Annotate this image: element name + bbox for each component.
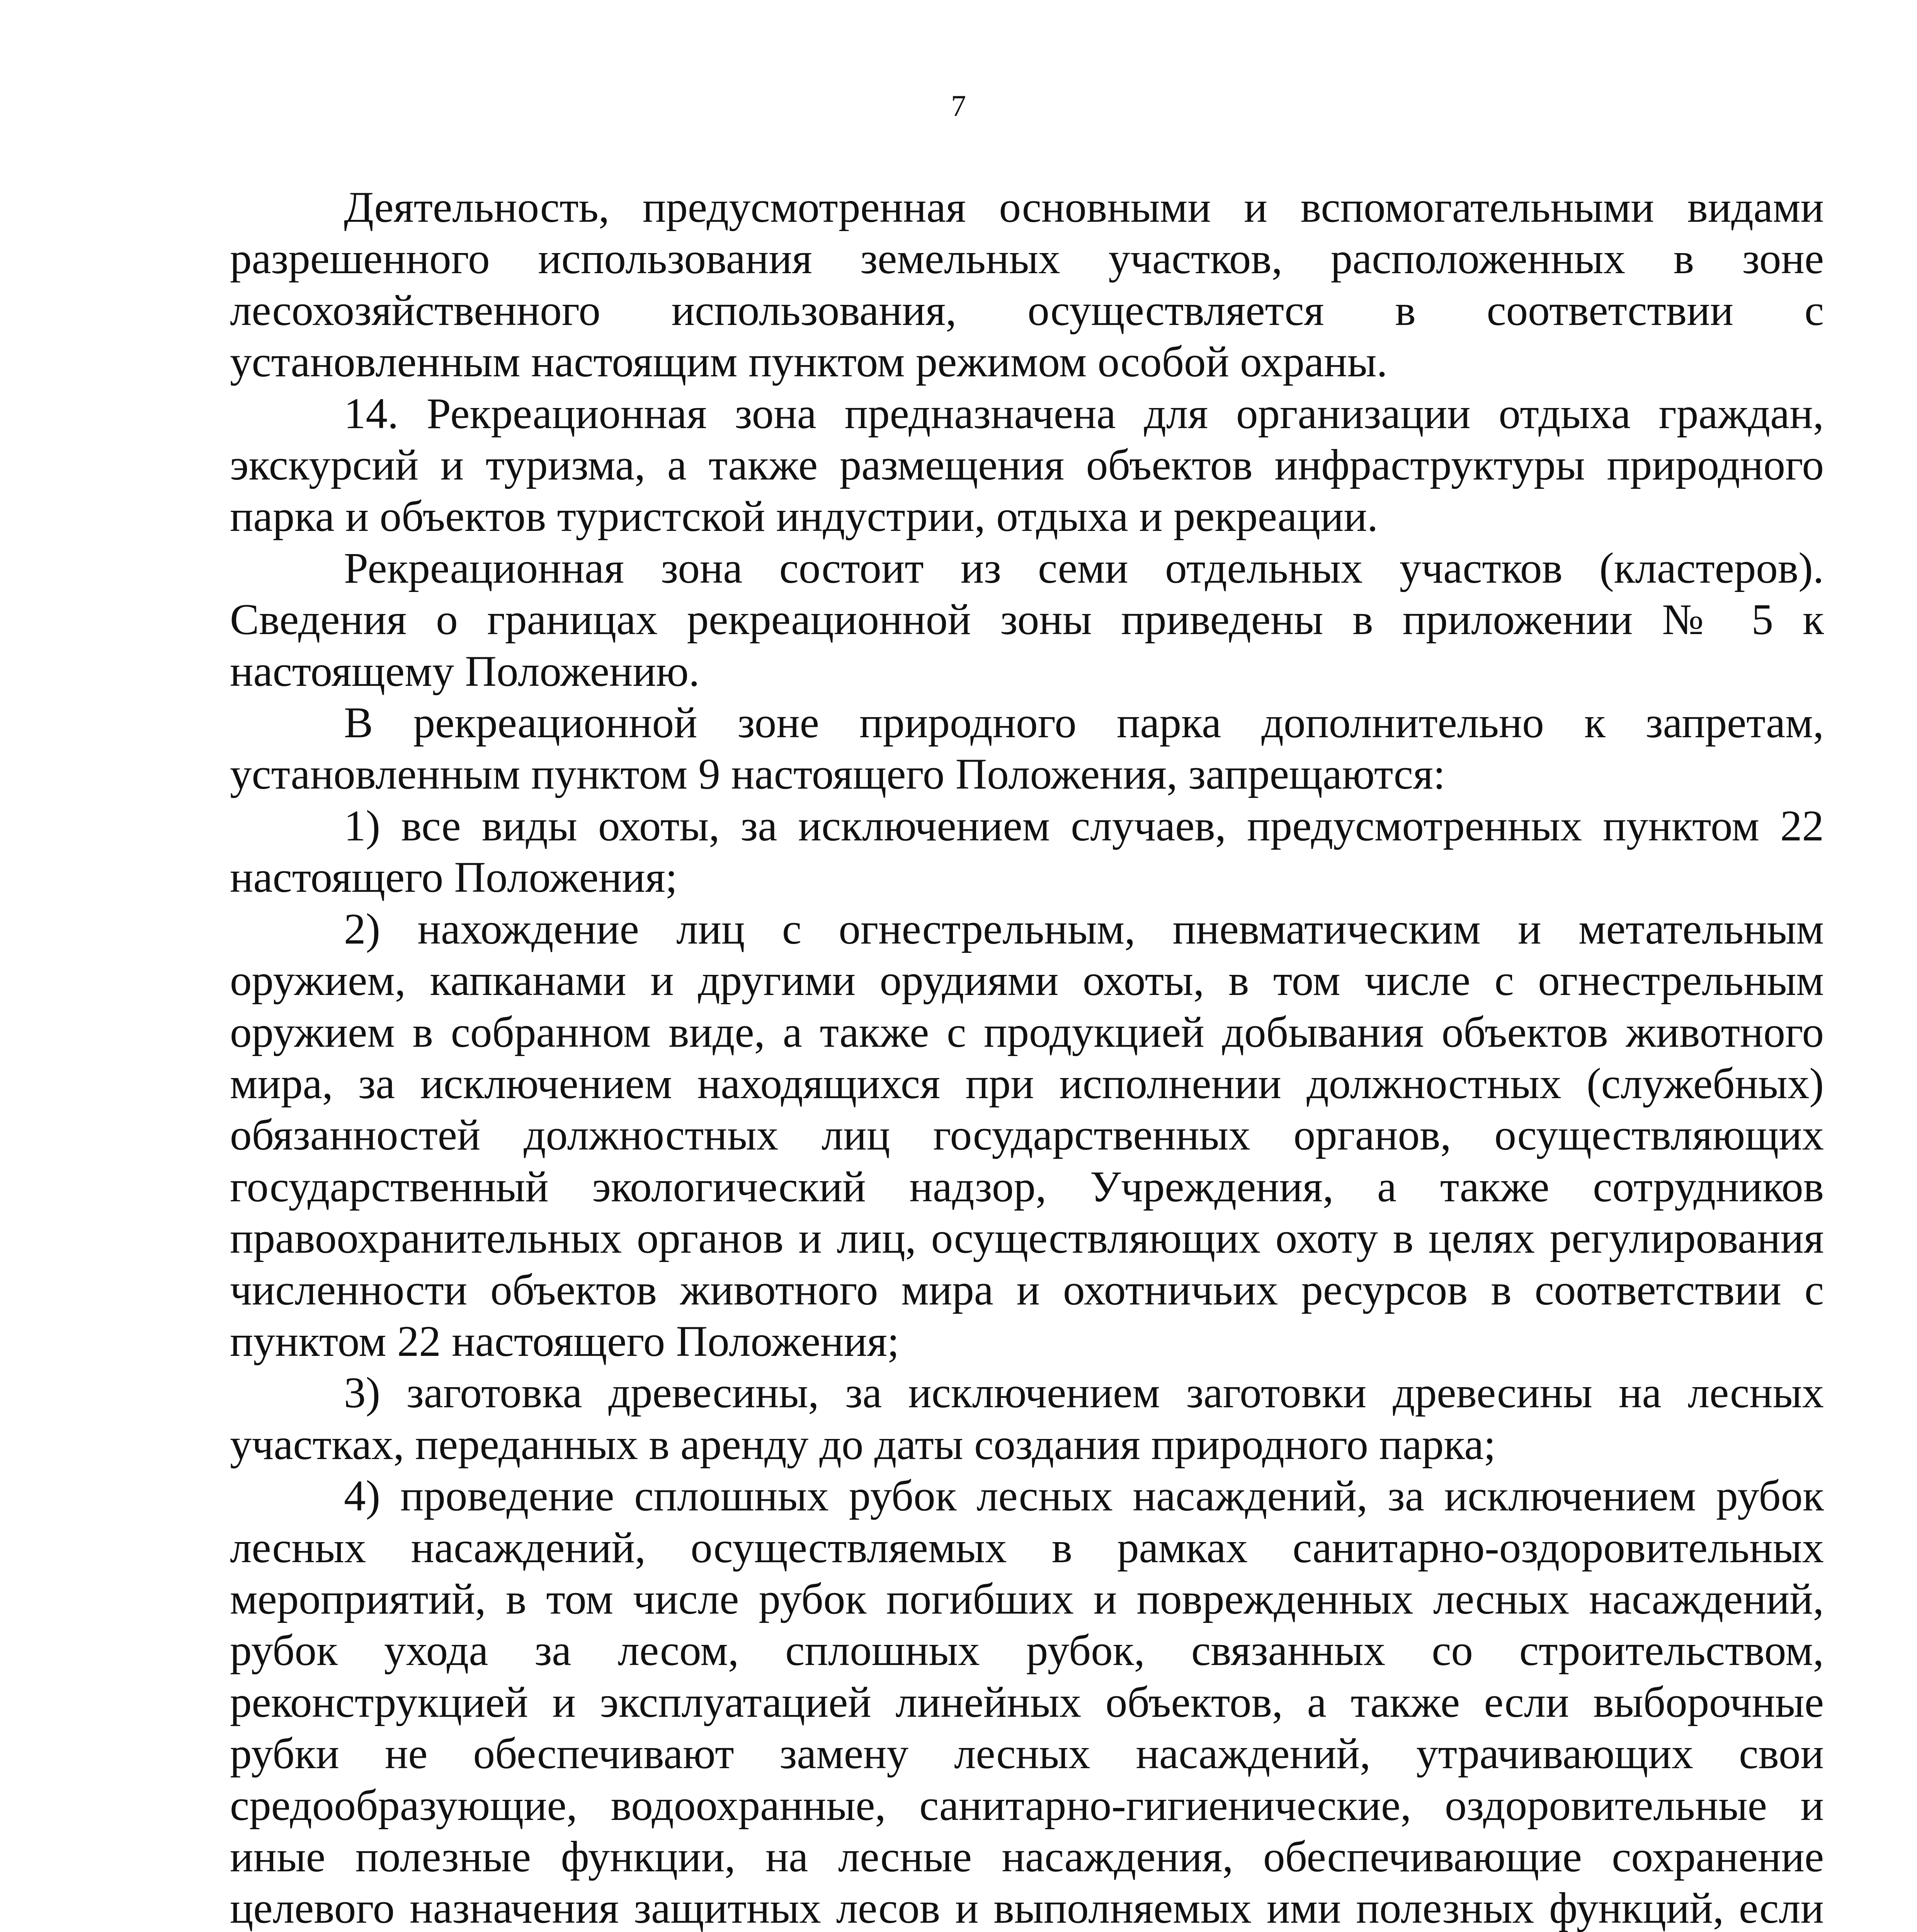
paragraph-recreation-zone-purpose: 14. Рекреационная зона предназначена для организации отдыха граждан, экскурсий и туризма, а также размещения объектов инфраструктуры природного парка и объектов туристской индустрии, отдыха и рекреации. [230, 389, 1824, 541]
paragraph-forestry-activity: Деятельность, предусмотренная основными и вспомогательными видами разрешенного использования земельных участков, расположенных в зоне лесохозяйственного использования, осуществляется в соответствии с установленным настоящим пунктом режимом особой охраны. [230, 183, 1824, 386]
prohibition-item-1: 1) все виды охоты, за исключением случаев, предусмотренных пунктом 22 настоящего Положения; [230, 801, 1824, 902]
page-number: 7 [951, 89, 966, 122]
prohibition-item-2: 2) нахождение лиц с огнестрельным, пневматическим и метательным оружием, капканами и другими орудиями охоты, в том числе с огнестрельным оружием в собранном виде, а также с продукцией добывания объектов животного мира, за исключением находящихся при исполнении должностных (служебных) обязанностей должностных лиц государственных органов, осуществляющих государственный экологический надзор, Учреждения, а также сотрудников правоохранительных органов и лиц, осуществляющих охоту в целях регулирования численности объектов животного мира и охотничьих ресурсов в соответствии с пунктом 22 настоящего Положения; [230, 905, 1824, 1366]
paragraph-recreation-zone-clusters: Рекреационная зона состоит из семи отдельных участков (кластеров). Сведения о границах рекреационной зоны приведены в приложении № 5 к настоящему Положению. [230, 544, 1824, 696]
document-body [230, 182, 1824, 1932]
prohibition-item-3: 3) заготовка древесины, за исключением заготовки древесины на лесных участках, переданных в аренду до даты создания природного парка; [230, 1369, 1824, 1469]
paragraph-prohibitions-intro: В рекреационной зоне природного парка дополнительно к запретам, установленным пунктом 9 настоящего Положения, запрещаются: [230, 699, 1824, 799]
prohibition-item-4: 4) проведение сплошных рубок лесных насаждений, за исключением рубок лесных насаждений, осуществляемых в рамках санитарно-оздоровительных мероприятий, в том числе рубок погибших и поврежденных лесных насаждений, рубок ухода за лесом, сплошных рубок, связанных со строительством, реконструкцией и эксплуатацией линейных объектов, а также если выборочные рубки не обеспечивают замену лесных насаждений, утрачивающих свои средообразующие, водоохранные, санитарно-гигиенические, оздоровительные и иные полезные функции, на лесные насаждения, обеспечивающие сохранение целевого назначения защитных лесов и выполняемых ими полезных функций, если [230, 1472, 1824, 1932]
